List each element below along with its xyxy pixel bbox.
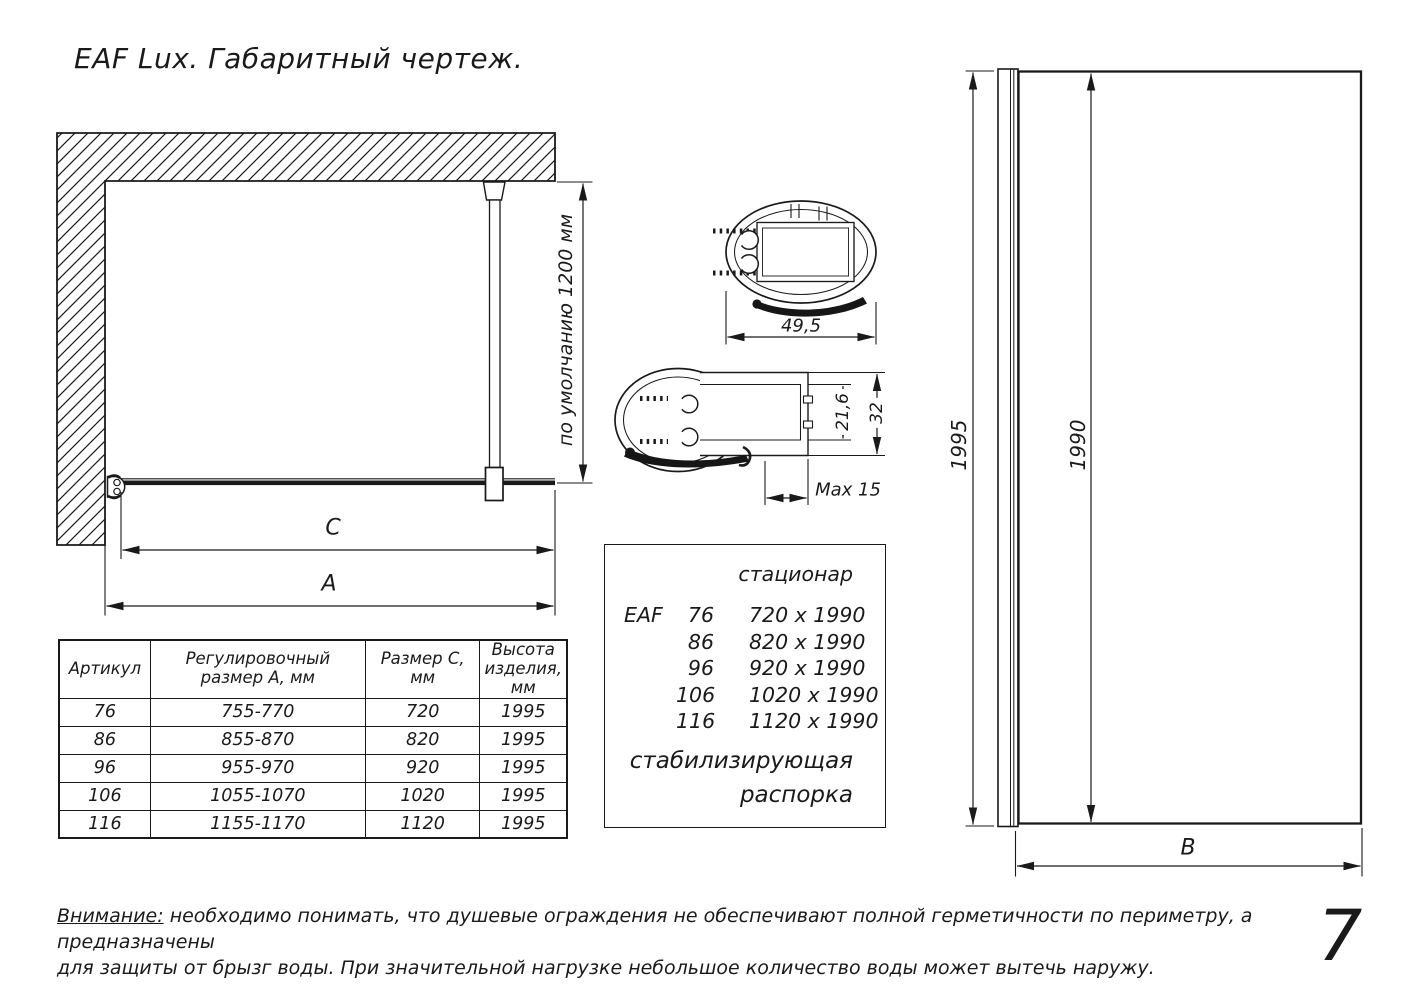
dim-label-21-6: 21,6 xyxy=(833,389,853,435)
legend-row: 96 920 x 1990 xyxy=(687,656,866,680)
wall-bracket-plan xyxy=(108,476,125,498)
table-row xyxy=(59,782,567,810)
table-cell: 1995 xyxy=(480,698,567,726)
dim-label-max-15: Max 15 xyxy=(815,479,881,501)
dim-label-49-5: 49,5 xyxy=(780,315,822,337)
legend-footer-line1: стабилизирующая xyxy=(629,748,853,774)
page-title: EAF Lux. Габаритный чертеж. xyxy=(74,42,524,75)
dim-label-a: A xyxy=(321,571,337,597)
table-cell: 720 xyxy=(365,698,480,726)
legend-series: EAF xyxy=(624,603,663,627)
table-cell: 955-970 xyxy=(150,754,365,782)
table-cell: 755-770 xyxy=(150,698,365,726)
size-legend-box xyxy=(604,544,886,828)
table-cell: 855-870 xyxy=(150,726,365,754)
dim-label-b: B xyxy=(1180,835,1196,861)
table-header-article: Артикул xyxy=(59,640,150,698)
table-cell: 96 xyxy=(59,754,150,782)
table-cell: 1155-1170 xyxy=(150,810,365,838)
table-row xyxy=(59,726,567,754)
legend-row: 116 1120 x 1990 xyxy=(676,709,879,733)
wall-profile-side xyxy=(998,69,1018,827)
legend-row: 86 820 x 1990 xyxy=(687,629,866,654)
table-header-size-a: Регулировочный размер А, мм xyxy=(150,640,365,698)
table-cell: 1055-1070 xyxy=(150,782,365,810)
table-cell: 86 xyxy=(59,726,150,754)
table-cell: 1995 xyxy=(480,726,567,754)
dim-label-1995: 1995 xyxy=(947,419,971,471)
table-cell: 116 xyxy=(59,810,150,838)
table-cell: 76 xyxy=(59,698,150,726)
table-cell: 106 xyxy=(59,782,150,810)
table-cell: 1120 xyxy=(365,810,480,838)
stabilizer-bar xyxy=(484,182,506,501)
legend-rows xyxy=(624,602,885,735)
table-cell: 1995 xyxy=(480,782,567,810)
dim-label-c: C xyxy=(325,515,341,541)
legend-footer-line2: распорка xyxy=(739,782,853,808)
spec-table-header-row xyxy=(59,640,567,698)
dim-max-15-lines xyxy=(765,459,808,505)
table-row xyxy=(59,698,567,726)
warning-line1: Внимание: необходимо понимать, что душевые ограждения не обеспечивают полной герметичности по периметру, а предназначены xyxy=(57,905,1253,953)
table-cell: 920 xyxy=(365,754,480,782)
dim-label-1990: 1990 xyxy=(1066,419,1090,471)
legend-header: стационар xyxy=(738,562,853,586)
dim-c-lines xyxy=(121,490,555,616)
table-row xyxy=(59,810,567,838)
warning-line2: для защиты от брызг воды. При значительной нагрузке небольшое количество воды может вытечь наружу. xyxy=(57,957,1155,979)
table-cell: 1020 xyxy=(365,782,480,810)
dim-label-default-1200: по умолчанию 1200 мм xyxy=(555,213,577,447)
table-cell: 820 xyxy=(365,726,480,754)
table-row xyxy=(59,754,567,782)
table-header-height: Высота изделия, мм xyxy=(480,640,567,698)
spec-table xyxy=(58,639,568,839)
side-view-drawing xyxy=(966,69,1363,877)
table-cell: 1995 xyxy=(480,810,567,838)
plan-view-drawing xyxy=(57,133,593,616)
warning-label: Внимание: xyxy=(57,905,164,927)
table-cell: 1995 xyxy=(480,754,567,782)
warning-note xyxy=(57,903,1327,981)
legend-row: EAF 76 720 x 1990 xyxy=(624,603,866,627)
page-number: 7 xyxy=(1317,895,1363,977)
dim-label-32: 32 xyxy=(867,398,887,428)
legend-row: 106 1020 x 1990 xyxy=(676,682,879,707)
table-header-size-c: Размер С, мм xyxy=(365,640,480,698)
